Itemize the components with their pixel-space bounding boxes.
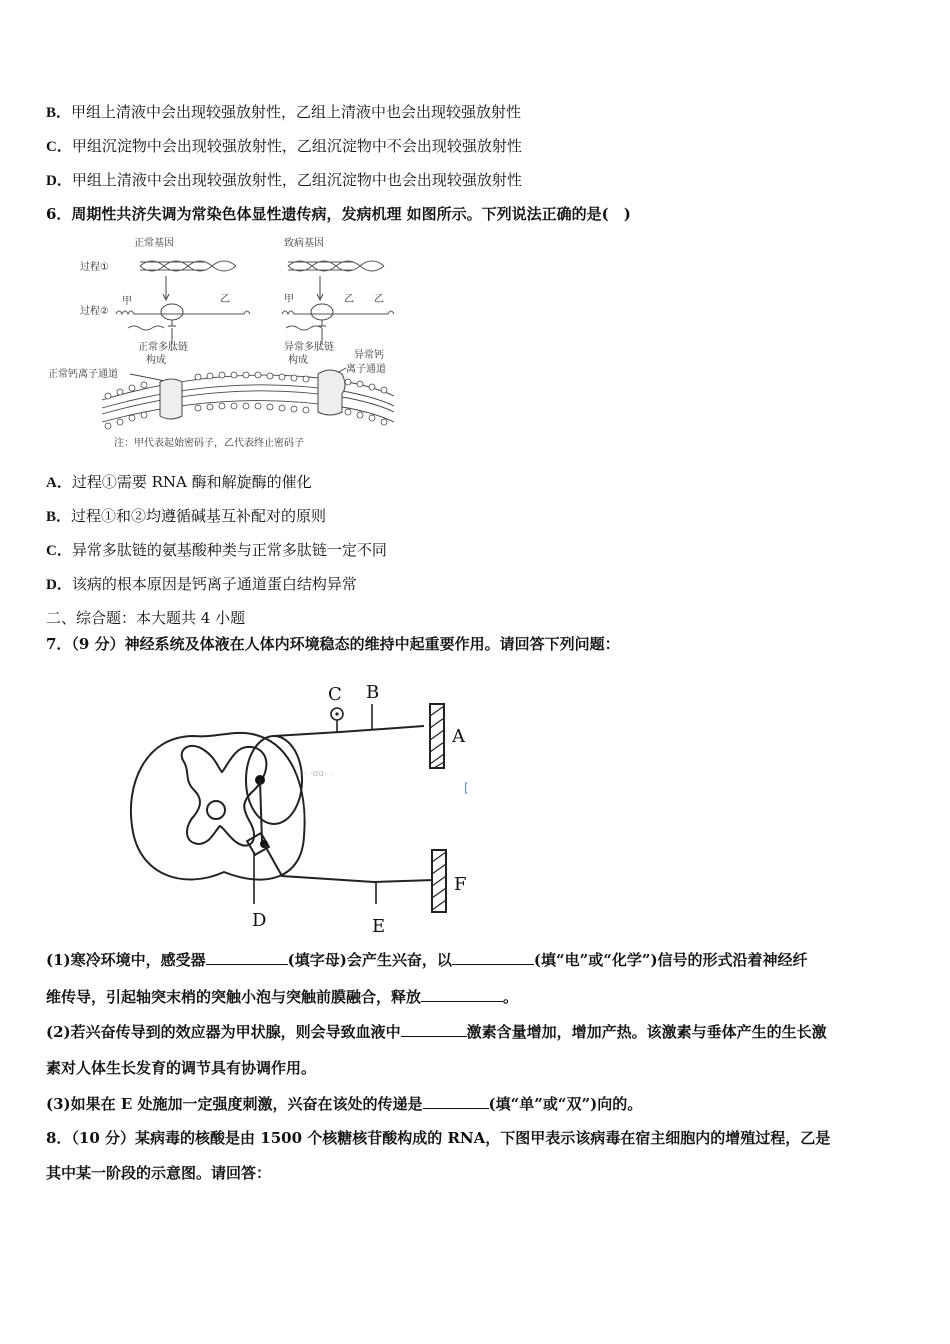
label-b: B — [366, 682, 380, 703]
label-yi-right-2: 乙 — [374, 294, 384, 305]
blank-5[interactable] — [423, 1094, 489, 1109]
svg-text:[: [ — [464, 781, 469, 795]
q7-sub2-line2: 素对人体生长发育的调节具有协调作用。 — [46, 1059, 317, 1077]
q6-option-d: D．该病的根本原因是钙离子通道蛋白结构异常 — [46, 575, 357, 593]
svg-text:· ·ɑɑ· ·: · ·ɑɑ· · — [304, 769, 333, 779]
label-d: D — [252, 910, 267, 931]
q7-sub1-line2: 维传导，引起轴突末梢的突触小泡与突触前膜融合，释放 。 — [46, 988, 519, 1006]
q5-option-d: D．甲组上清液中会出现较强放射性，乙组沉淀物中也会出现较强放射性 — [46, 171, 522, 189]
spinal-cord-outline — [131, 733, 305, 880]
label-abnormal-compose: 构成 — [288, 355, 308, 366]
q7-stem: 7．（9 分）神经系统及体液在人体内环境稳态的维持中起重要作用。请回答下列问题： — [46, 635, 620, 653]
section-heading: 二、综合题：本大题共 4 小题 — [46, 609, 246, 627]
q6-option-c: C．异常多肽链的氨基酸种类与正常多肽链一定不同 — [46, 541, 387, 559]
q6-option-a: A．过程①需要 RNA 酶和解旋酶的催化 — [46, 473, 312, 491]
label-e: E — [372, 916, 386, 937]
label-f: F — [454, 874, 467, 895]
dorsal-root-loop — [246, 736, 302, 824]
mrna-right — [282, 311, 394, 314]
label-jia-right: 甲 — [284, 294, 294, 305]
blank-4[interactable] — [401, 1022, 467, 1037]
q6-option-b: B．过程①和②均遵循碱基互补配对的原则 — [46, 507, 327, 525]
label-a: A — [452, 726, 465, 747]
blank-3[interactable] — [421, 987, 503, 1002]
q7-sub2-line1: (2)若兴奋传导到的效应器为甲状腺，则会导致血液中 激素含量增加，增加产热。该激素与垂体产生的生长激 — [46, 1023, 827, 1041]
label-abnormal-peptide: 异常多肽链 — [284, 342, 334, 353]
central-canal — [207, 801, 225, 819]
label-abnormal-channel-2: 离子通道 — [346, 364, 386, 375]
label-normal-peptide: 正常多肽链 — [138, 342, 188, 353]
q7-reflex-arc-figure — [124, 676, 474, 938]
label-abnormal-channel-1: 异常钙 — [354, 350, 384, 361]
label-jia-left: 甲 — [122, 296, 132, 307]
blank-2[interactable] — [452, 950, 534, 965]
label-normal-compose: 构成 — [146, 355, 166, 366]
label-normal-gene: 正常基因 — [134, 238, 174, 249]
label-yi-left: 乙 — [220, 294, 230, 305]
label-process2: 过程② — [80, 306, 109, 317]
q6-mechanism-figure — [48, 232, 408, 460]
gray-matter — [182, 746, 267, 846]
q7-sub1-line1: (1)寒冷环境中，感受器 (填字母)会产生兴奋，以 (填“电”或“化学”)信号的形式沿着神经纤 — [46, 951, 808, 969]
q5-option-b: B．甲组上清液中会出现较强放射性，乙组上清液中也会出现较强放射性 — [46, 103, 522, 121]
label-yi-right-1: 乙 — [344, 294, 354, 305]
q8-line1: 8．（10 分）某病毒的核酸是由 1500 个核糖核苷酸构成的 RNA，下图甲表示该病毒在宿主细胞内的增殖过程，乙是 — [46, 1129, 831, 1147]
q7-sub3: (3)如果在 E 处施加一定强度刺激，兴奋在该处的传递是 (填“单”或“双”)向的。 — [46, 1095, 643, 1113]
dna-helix-left — [140, 261, 236, 271]
efferent-nerve — [264, 844, 434, 882]
blank-1[interactable] — [206, 950, 288, 965]
q6-stem: 6．周期性共济失调为常染色体显性遗传病，发病机理 如图所示。下列说法正确的是( ) — [46, 205, 631, 223]
dna-helix-right — [288, 261, 384, 271]
normal-channel-protein — [160, 379, 182, 419]
q5-option-c: C．甲组沉淀物中会出现较强放射性，乙组沉淀物中不会出现较强放射性 — [46, 137, 522, 155]
label-process1: 过程① — [80, 262, 109, 273]
label-normal-channel: 正常钙离子通道 — [48, 369, 118, 380]
afferent-nerve — [274, 726, 424, 736]
ribosome-left — [161, 304, 183, 320]
abnormal-channel-protein — [318, 370, 345, 415]
ribosome-right — [311, 304, 333, 320]
figure-note: 注：甲代表起始密码子，乙代表终止密码子 — [114, 438, 304, 449]
q8-line2: 其中某一阶段的示意图。请回答： — [46, 1164, 272, 1182]
label-c: C — [328, 684, 342, 705]
label-disease-gene: 致病基因 — [284, 238, 324, 249]
